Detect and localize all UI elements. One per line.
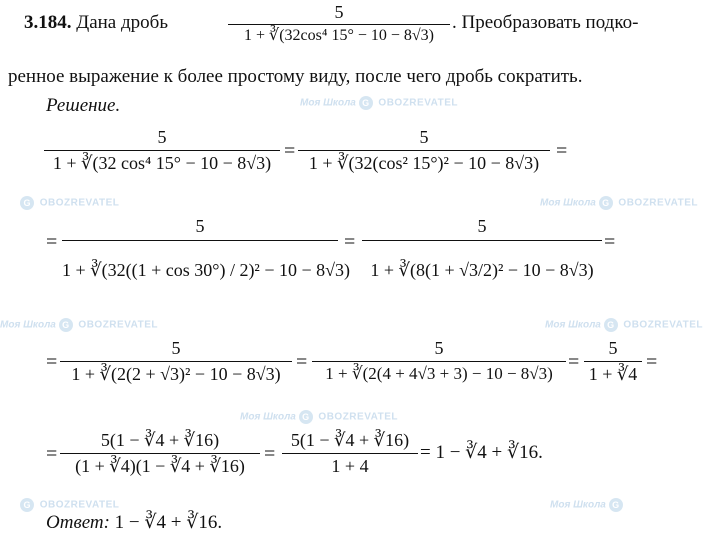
fraction-bar xyxy=(362,240,602,241)
equals-sign: = xyxy=(344,231,356,253)
watermark xyxy=(0,318,158,332)
equals-sign: = xyxy=(46,231,58,253)
step3-fraction-b xyxy=(312,336,566,384)
watermark-site: OBOZREVATEL xyxy=(623,319,703,331)
answer-line xyxy=(46,512,222,534)
watermark xyxy=(300,96,458,110)
watermark-brand: Моя Школа xyxy=(550,499,606,511)
watermark-logo-icon: G xyxy=(604,318,618,332)
watermark-brand: Моя Школа xyxy=(300,97,356,109)
watermark xyxy=(550,498,626,512)
problem-statement-tail: . Преобразовать подко- xyxy=(452,12,639,33)
watermark xyxy=(20,498,119,512)
equals-sign: = xyxy=(264,443,276,465)
denominator: 1 + ∛(32(cos² 15°)² − 10 − 8√3) xyxy=(308,153,540,173)
equals-sign: = xyxy=(46,351,58,373)
watermark-logo-icon: G xyxy=(609,498,623,512)
denominator: 1 + ∛(32((1 + cos 30°) / 2)² − 10 − 8√3) xyxy=(62,260,351,280)
solution-label: Решение. xyxy=(46,95,121,116)
denominator: 1 + 4 xyxy=(331,456,369,476)
watermark-logo-icon: G xyxy=(59,318,73,332)
watermark-site: OBOZREVATEL xyxy=(618,197,698,209)
watermark-logo-icon: G xyxy=(20,196,34,210)
watermark-site: OBOZREVATEL xyxy=(39,197,120,209)
watermark xyxy=(20,196,119,210)
watermark-site: OBOZREVATEL xyxy=(39,499,120,511)
watermark-site: OBOZREVATEL xyxy=(78,319,158,331)
watermark-logo-icon: G xyxy=(359,96,373,110)
denominator: 1 + ∛(2(2 + √3)² − 10 − 8√3) xyxy=(71,364,281,384)
watermark xyxy=(540,196,698,210)
problem-statement-line-1 xyxy=(24,12,168,34)
equals-sign: = xyxy=(46,443,58,465)
problem-lead: Дана дробь xyxy=(76,12,168,33)
equals-sign: = xyxy=(556,140,568,162)
numerator: 5 xyxy=(171,338,181,358)
numerator: 5 xyxy=(608,338,618,358)
watermark-site: OBOZREVATEL xyxy=(318,411,398,423)
denominator: 1 + ∛4 xyxy=(588,364,638,384)
equals-sign: = xyxy=(296,351,308,373)
watermark-logo-icon: G xyxy=(299,410,313,424)
numerator: 5 xyxy=(157,127,167,147)
denominator: 1 + ∛(8(1 + √3/2)² − 10 − 8√3) xyxy=(370,260,594,280)
fraction-bar xyxy=(60,361,292,362)
fraction-bar xyxy=(62,240,338,241)
watermark-brand: Моя Школа xyxy=(240,411,296,423)
step4-fraction-a xyxy=(60,428,260,476)
watermark xyxy=(240,410,398,424)
numerator: 5 xyxy=(434,338,444,358)
numerator: 5(1 − ∛4 + ∛16) xyxy=(100,430,220,450)
numerator: 5 xyxy=(419,127,429,147)
step3-fraction-a xyxy=(60,336,292,384)
fraction-bar xyxy=(312,361,566,362)
denominator: 1 + ∛(2(4 + 4√3 + 3) − 10 − 8√3) xyxy=(325,364,553,383)
watermark-brand: Моя Школа xyxy=(0,319,56,331)
step1-fraction-b xyxy=(298,125,550,173)
header-fraction-denominator: 1 + ∛(32cos⁴ 15° − 10 − 8√3) xyxy=(243,27,434,44)
watermark xyxy=(545,318,703,332)
header-fraction-numerator: 5 xyxy=(334,2,344,22)
numerator: 5 xyxy=(195,216,205,236)
problem-number: 3.184. xyxy=(24,12,72,33)
fraction-bar xyxy=(584,361,642,362)
fraction-bar xyxy=(282,453,418,454)
equals-sign: = xyxy=(646,351,658,373)
fraction-bar xyxy=(44,150,280,151)
answer-value: 1 − ∛4 + ∛16. xyxy=(114,512,223,533)
step3-fraction-c xyxy=(584,336,642,384)
watermark-site: OBOZREVATEL xyxy=(378,97,458,109)
watermark-brand: Моя Школа xyxy=(540,197,596,209)
watermark-brand: Моя Школа xyxy=(545,319,601,331)
equals-sign: = xyxy=(284,140,296,162)
numerator: 5(1 − ∛4 + ∛16) xyxy=(290,430,410,450)
step4-fraction-b xyxy=(282,428,418,476)
step4-result: = 1 − ∛4 + ∛16. xyxy=(420,442,543,463)
step2-fraction-a xyxy=(62,214,351,294)
numerator: 5 xyxy=(477,216,487,236)
denominator: (1 + ∛4)(1 − ∛4 + ∛16) xyxy=(75,456,245,476)
watermark-logo-icon: G xyxy=(20,498,34,512)
answer-label: Ответ: xyxy=(46,512,110,533)
step2-fraction-b xyxy=(362,214,602,294)
equals-sign: = xyxy=(604,231,616,253)
denominator: 1 + ∛(32 cos⁴ 15° − 10 − 8√3) xyxy=(52,153,272,173)
fraction-bar xyxy=(60,453,260,454)
header-fraction xyxy=(228,2,450,48)
watermark-logo-icon: G xyxy=(599,196,613,210)
equals-sign: = xyxy=(568,351,580,373)
step1-fraction-a xyxy=(44,125,280,173)
fraction-bar xyxy=(298,150,550,151)
problem-statement-line-2: ренное выражение к более простому виду, после чего дробь сократить. xyxy=(8,66,583,87)
